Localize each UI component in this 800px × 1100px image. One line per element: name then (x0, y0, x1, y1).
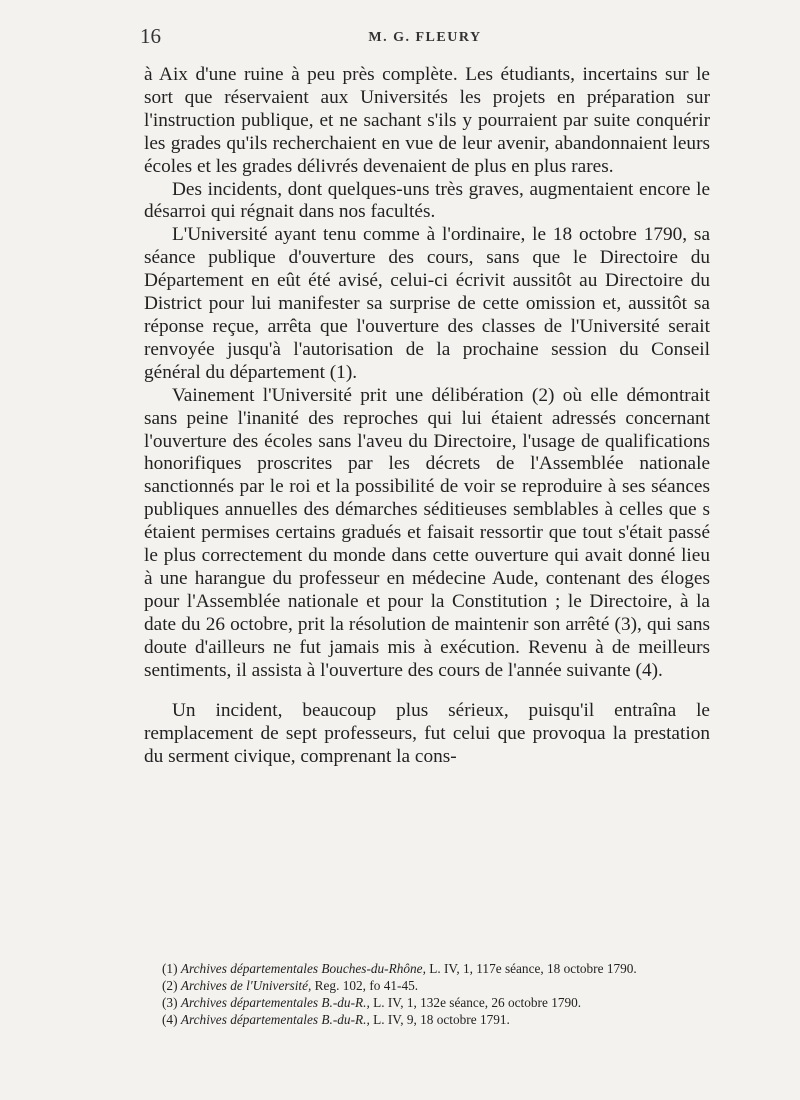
footnotes (140, 960, 710, 1028)
footnote (140, 1011, 710, 1028)
page-number: 16 (140, 24, 161, 48)
footnote (140, 994, 710, 1011)
footnote-detail: L. IV, 9, 18 octobre 1791. (369, 1012, 510, 1027)
footnote-source: Archives de l'Université, (180, 978, 312, 993)
footnote-source: Archives départementales B.-du-R., (180, 1012, 370, 1027)
paragraph: Des incidents, dont quelques-uns très graves, augmentaient encore le désarroi qui régnait dans nos facultés. (144, 178, 710, 223)
paragraph: Un incident, beaucoup plus sérieux, puisqu'il entraîna le remplacement de sept professeurs, fut celui que provoqua la prestation du serment civique, comprenant la cons- (144, 700, 710, 768)
page-header (140, 24, 710, 52)
running-head: M. G. FLEURY (368, 30, 482, 45)
footnote-detail: Reg. 102, fo 41-45. (311, 978, 419, 993)
footnote (140, 960, 710, 977)
footnote (140, 977, 710, 994)
footnote-mark: (2) (162, 978, 178, 993)
footnote-mark: (1) (162, 961, 178, 976)
footnote-detail: L. IV, 1, 132e séance, 26 octobre 1790. (369, 995, 582, 1010)
paragraph: à Aix d'une ruine à peu près complète. Les étudiants, incertains sur le sort que réservaient aux Universités les projets en préparation sur l'instruction publique, et ne sachant s'ils y pourraient par suite conquérir les grades qu'ils recherchaient en vue de leur avenir, abandonnaient leurs écoles et les grades délivrés devenaient de plus en plus rares. (144, 64, 710, 177)
paragraph: L'Université ayant tenu comme à l'ordinaire, le 18 octobre 1790, sa séance publique d'ouverture des cours, sans que le Directoire du Département en eût été avisé, celui-ci écrivit aussitôt au Directoire du District pour lui manifester sa surprise de cette omission et, aussitôt sa réponse reçue, arrêta que l'ouverture des classes de l'Université serait renvoyée jusqu'à l'autorisation de la prochaine session du Conseil général du département (1). (144, 224, 710, 383)
footnote-mark: (4) (162, 1012, 178, 1027)
paragraph: Vainement l'Université prit une délibération (2) où elle démontrait sans peine l'inanité des reproches qui lui étaient adressés concernant l'ouverture des écoles sans l'aveu du Directoire, l'usage de qualifications honorifiques proscrites par les décrets de l'Assemblée nationale sanctionnés par le roi et la possibilité de voir se reproduire à ses séances publiques annuelles des démarches séditieuses semblables à celles que s étaient permises certains gradués et faisait ressortir que tout s'était passé le plus correctement du monde dans cette ouverture qui avait donné lieu à une harangue du professeur en médecine Aude, contenant des éloges pour l'Assemblée nationale et pour la Constitution ; le Directoire, à la date du 26 octobre, prit la résolution de maintenir son arrêté (3), qui sans doute d'ailleurs ne fut jamais mis à exécution. Revenu à de meilleurs sentiments, il assista à l'ouverture des cours de l'année suivante (4). (144, 384, 710, 681)
footnote-detail: L. IV, 1, 117e séance, 18 octobre 1790. (425, 961, 637, 976)
footnote-mark: (3) (162, 995, 178, 1010)
footnote-source: Archives départementales Bouches-du-Rhône, (180, 961, 426, 976)
footnote-source: Archives départementales B.-du-R., (180, 995, 370, 1010)
body-text (144, 64, 710, 769)
